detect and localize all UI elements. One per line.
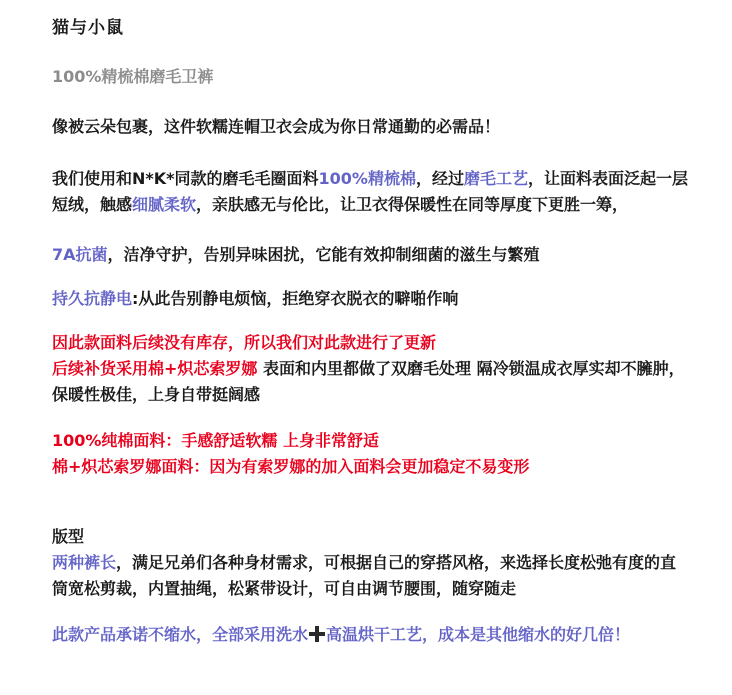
antibacterial-line [52,242,692,268]
antibacterial-text: ，洁净守护，告别异味困扰，它能有效抑制细菌的滋生与繁殖 [107,245,540,264]
fabric-text-3: ，让面料表面泛起一层短绒，触感 [52,169,689,214]
antistatic-text: :从此告别静电烦恼，拒绝穿衣脱衣的噼啪作响 [132,289,459,308]
fit-text: ，满足兄弟们各种身材需求，可根据自己的穿搭风格，来选择长度松弛有度的直筒宽松剪裁，内置抽绳，松紧带设计，可自由调节腰围，随穿随走 [52,553,677,598]
fabric-text-2: ，经过 [415,169,464,188]
highlight-brushed-process: 磨毛工艺 [463,169,528,188]
fabric-text-1: 我们使用和N*K*同款的磨毛毛圈面料 [52,169,319,188]
update-detail [52,356,692,408]
plus-icon [309,626,325,642]
update-fabric-highlight: 后续补货采用棉+炽芯索罗娜 [52,359,258,378]
fit-paragraph [52,550,692,602]
highlight-combed-cotton: 100%精梳棉 [318,169,416,188]
highlight-soft-touch: 细腻柔软 [132,195,197,214]
intro-text: 像被云朵包裹，这件软糯连帽卫衣会成为你日常通勤的必需品！ [52,117,501,136]
update-detail-text: 表面和内里都做了双磨毛处理 隔冷锁温成衣厚实却不臃肿，保暖性极佳，上身自带挺阔感 [52,359,685,404]
shop-name: 猫与小鼠 [52,18,124,38]
antistatic-line [52,286,692,312]
cotton-fabric-line: 100%纯棉面料：手感舒适软糯 上身非常舒适 [52,431,380,450]
fabric-text-4: ，亲肤感无与伦比，让卫衣得保暖性在同等厚度下更胜一筹， [196,195,629,214]
product-description [52,14,692,648]
highlight-antistatic: 持久抗静电 [52,289,133,308]
update-notice: 因此款面料后续没有库存，所以我们对此款进行了更新 [52,333,437,352]
highlight-antibacterial: 7A抗菌 [52,245,108,264]
promise-text-1: 此款产品承诺不缩水，全部采用洗水 [52,625,309,644]
product-title: 100%精梳棉磨毛卫裤 [52,67,214,86]
blend-fabric-line: 棉+炽芯索罗娜面料：因为有索罗娜的加入面料会更加稳定不易变形 [52,457,530,476]
promise-text-2: 高温烘干工艺，成本是其他缩水的好几倍！ [326,625,631,644]
fabric-paragraph [52,166,692,218]
fit-heading: 版型 [52,527,85,546]
highlight-two-lengths: 两种裤长 [52,553,117,572]
shrink-promise [52,622,692,648]
